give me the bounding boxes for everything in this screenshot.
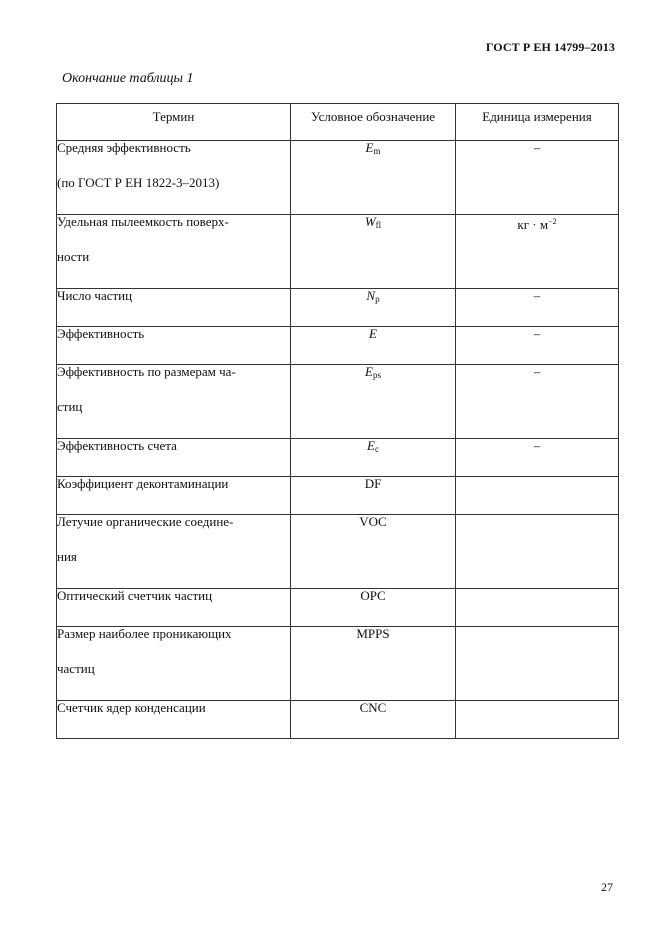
term-text: Число частиц [57,288,133,303]
term-text-continued: ния [57,549,77,564]
unit-cell [456,365,619,439]
symbol-base: E [365,140,374,155]
table-body [57,141,619,739]
table-row [57,365,619,439]
column-header-symbol: Условное обозначение [291,104,456,141]
symbol-cell [291,701,456,739]
table-row [57,215,619,289]
symbol-subscript: p [375,294,380,304]
table-row [57,701,619,739]
symbol-cell [291,141,456,215]
table-row [57,327,619,365]
term-text-continued: (по ГОСТ Р ЕН 1822-3–2013) [57,175,220,190]
term-text-continued: стиц [57,399,83,414]
table-row [57,589,619,627]
term-text: Коэффициент деконтаминации [57,476,229,491]
unit-cell [456,589,619,627]
symbol-cell [291,365,456,439]
unit-text: – [533,438,541,453]
unit-cell [456,215,619,289]
symbol-cell [291,327,456,365]
column-header-unit: Единица измерения [456,104,619,141]
term-text: Эффективность счета [57,438,177,453]
symbol-base: MPPS [356,626,390,641]
table-row [57,477,619,515]
symbol-cell [291,439,456,477]
term-cell [57,141,291,215]
unit-cell [456,701,619,739]
term-cell [57,215,291,289]
symbol-base: CNC [359,700,387,715]
symbol-base: E [365,364,373,379]
term-text: Эффективность [57,326,145,341]
term-cell [57,327,291,365]
table-row [57,289,619,327]
term-cell [57,439,291,477]
term-text: Эффективность по размерам ча- [57,364,236,379]
symbol-subscript: c [374,444,379,454]
term-cell [57,627,291,701]
table-row [57,439,619,477]
term-text: Средняя эффективность [57,140,191,155]
term-cell [57,515,291,589]
symbol-cell [291,589,456,627]
symbol-base: E [369,326,377,341]
symbol-base: E [367,438,375,453]
term-text-continued: частиц [57,661,95,676]
table-caption: Окончание таблицы 1 [62,71,194,86]
term-cell [57,701,291,739]
symbol-base: W [364,214,376,229]
unit-text: кг · м [517,217,549,232]
symbol-cell [291,627,456,701]
terms-table [56,103,619,739]
table-row [57,141,619,215]
term-text: Летучие органические соедине- [57,514,234,529]
unit-exponent: −2 [548,217,557,226]
unit-text: – [533,288,541,303]
unit-text: – [533,140,541,155]
symbol-base: N [366,288,376,303]
term-text: Оптический счетчик частиц [57,588,213,603]
unit-cell [456,477,619,515]
symbol-cell [291,515,456,589]
column-header-term: Термин [57,104,291,141]
symbol-cell [291,477,456,515]
unit-text: – [533,326,541,341]
unit-cell [456,141,619,215]
table-header-row [57,104,619,141]
document-code: ГОСТ Р ЕН 14799–2013 [485,40,615,54]
unit-cell [456,327,619,365]
term-cell [57,365,291,439]
table-row [57,627,619,701]
term-cell [57,289,291,327]
term-text-continued: ности [57,249,90,264]
symbol-base: DF [364,476,382,491]
term-text: Размер наиболее проникающих [57,626,232,641]
unit-cell [456,439,619,477]
term-text: Счетчик ядер конденсации [57,700,206,715]
symbol-subscript: ps [372,370,381,380]
symbol-cell [291,289,456,327]
term-text: Удельная пылеемкость поверх- [57,214,229,229]
symbol-base: VOC [359,514,387,529]
unit-cell [456,289,619,327]
unit-cell [456,515,619,589]
symbol-base: OPC [360,588,386,603]
page-number: 27 [601,880,613,894]
table-row [57,515,619,589]
symbol-subscript: fl [375,220,382,230]
term-cell [57,589,291,627]
unit-cell [456,627,619,701]
symbol-subscript: m [373,146,381,156]
unit-text: – [533,364,541,379]
symbol-cell [291,215,456,289]
term-cell [57,477,291,515]
